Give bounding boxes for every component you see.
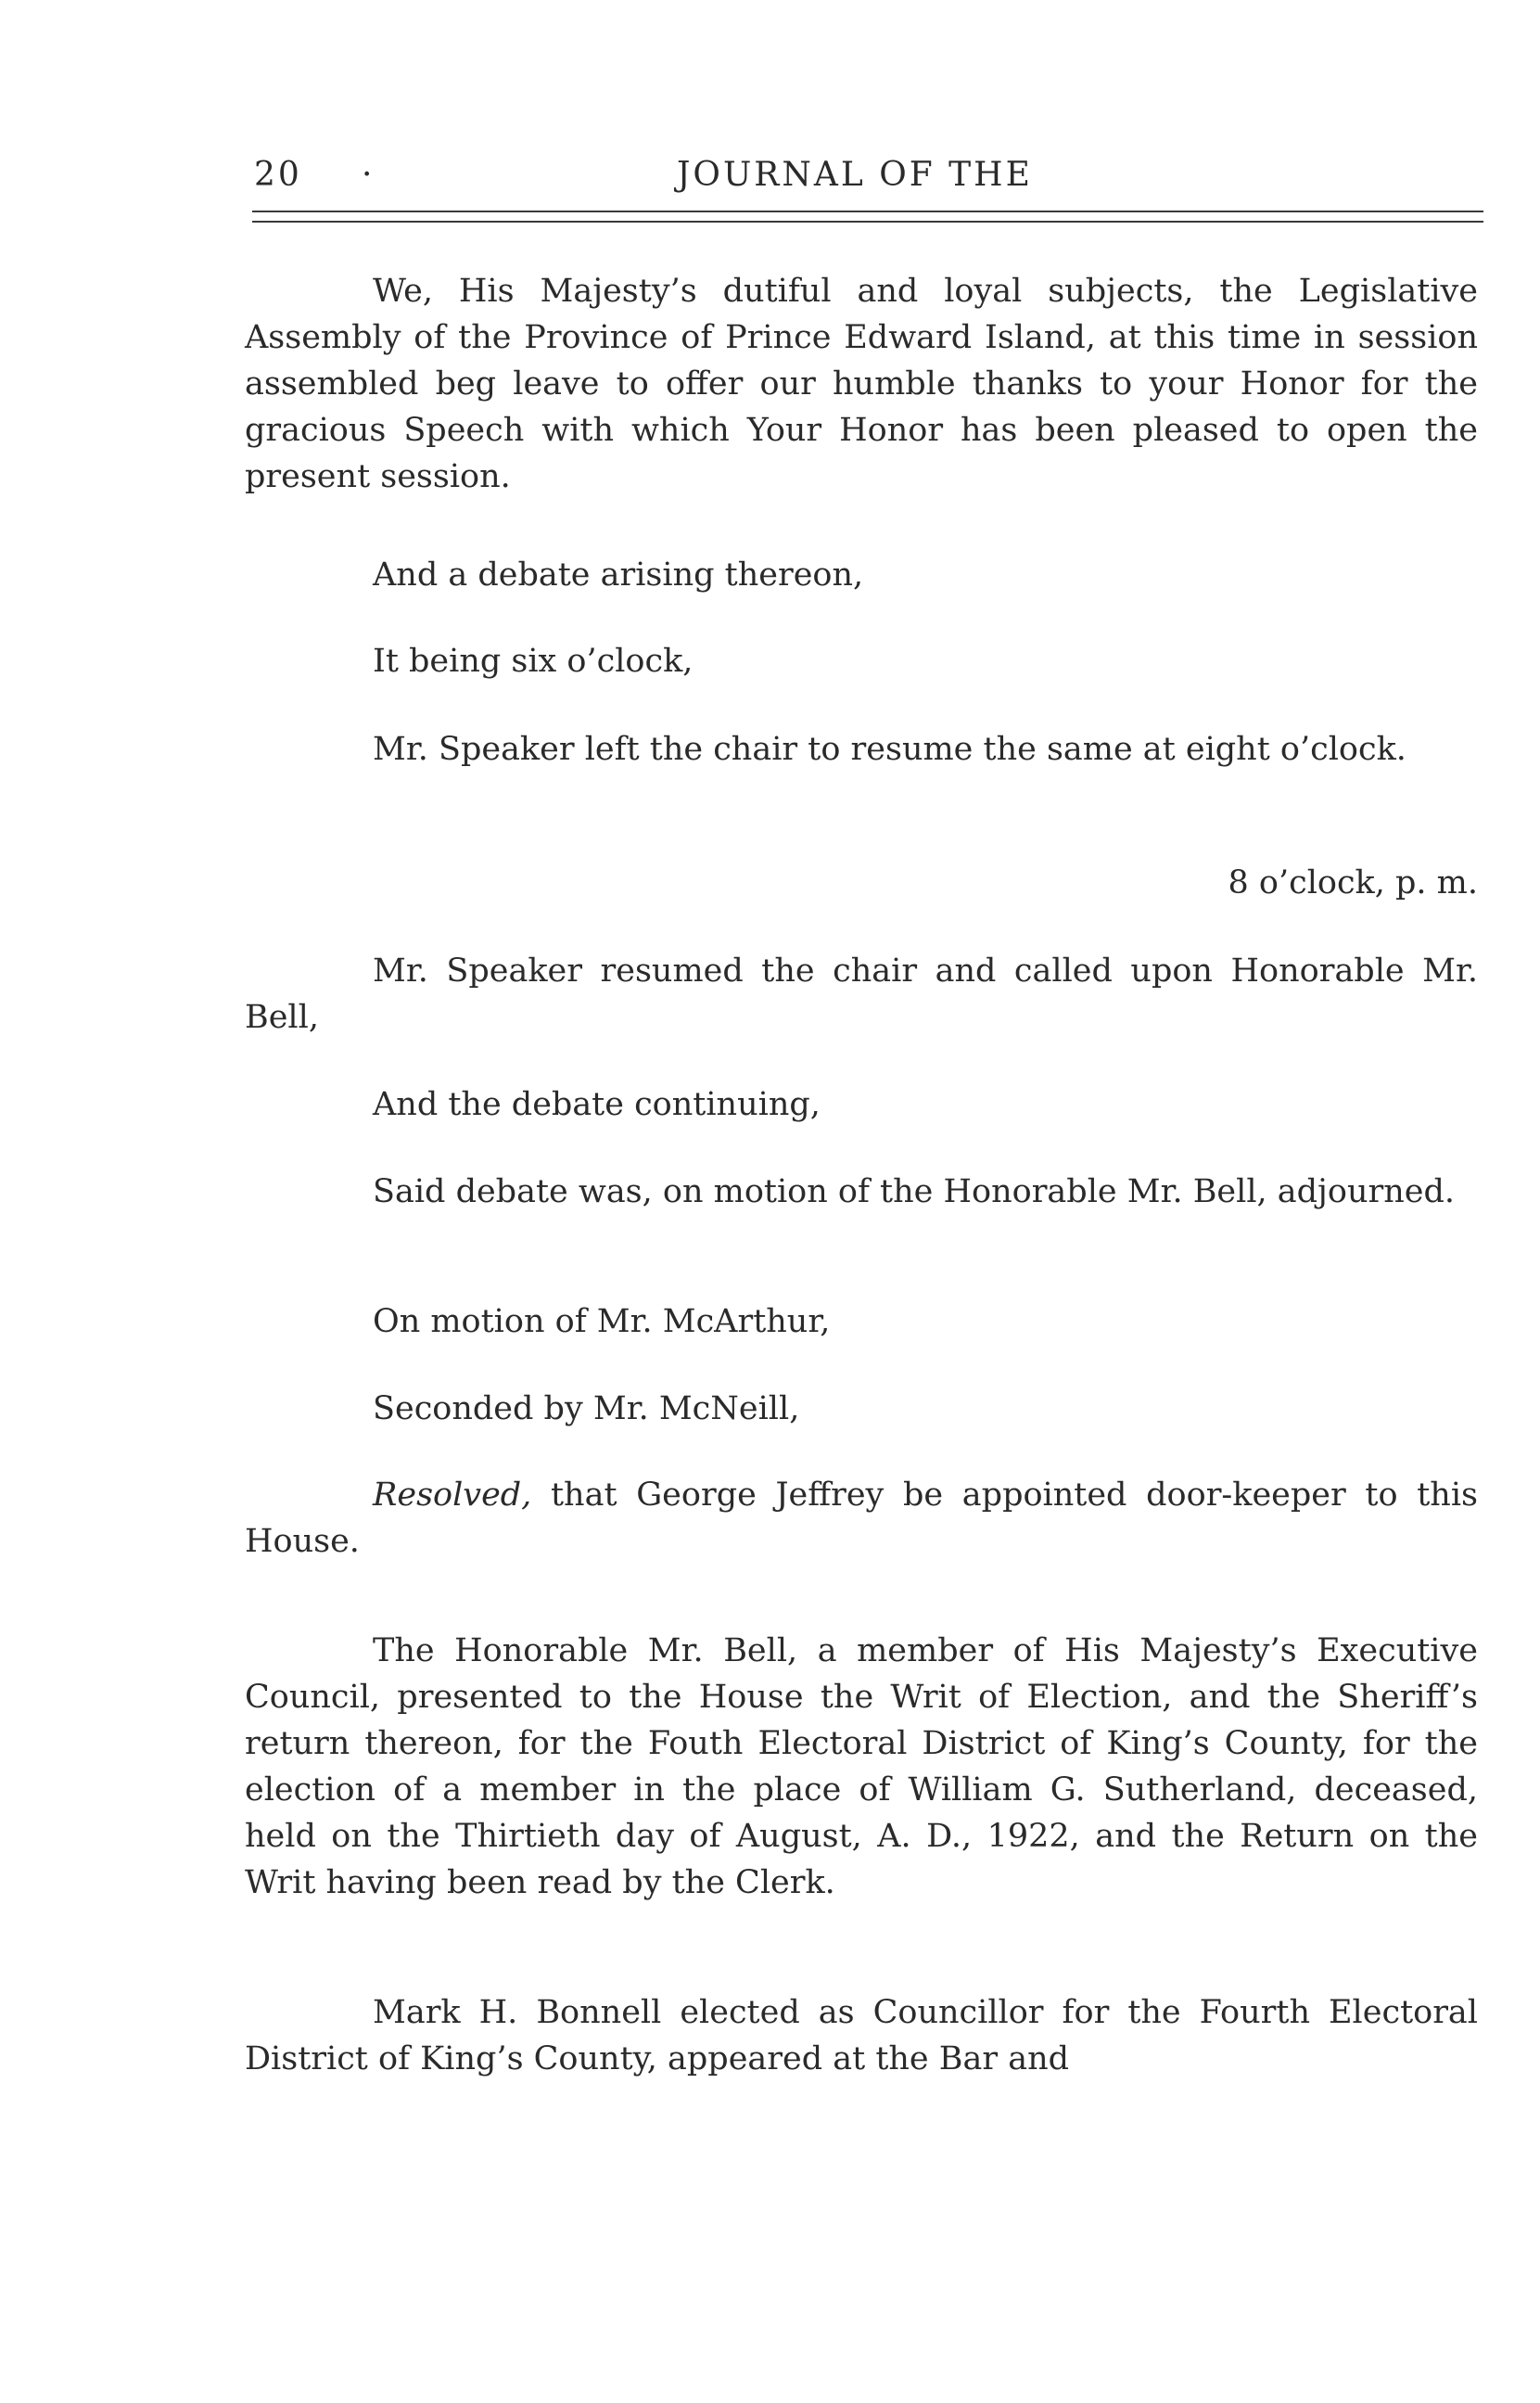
paragraph-speaker-left-chair: Mr. Speaker left the chair to resume the same at eight o’clock.: [373, 731, 1406, 768]
resolved-italic: Resolved,: [373, 1476, 532, 1514]
header-rule-bottom: [252, 221, 1483, 223]
header-rule-top: [252, 211, 1483, 212]
paragraph-motion-mcarthur: On motion of Mr. McArthur,: [373, 1303, 831, 1340]
paragraph-six-oclock: It being six o’clock,: [373, 643, 694, 680]
paragraph-debate-adjourned: Said debate was, on motion of the Honorable Mr. Bell, adjourned.: [373, 1173, 1456, 1210]
paragraph-bonnell-elected: Mark H. Bonnell elected as Councillor for the Fourth Electoral District of King’s County, appeared at the Bar and: [245, 1994, 1478, 2077]
paragraph-time-heading: 8 o’clock, p. m.: [1228, 864, 1478, 901]
paragraph-writ-of-election: The Honorable Mr. Bell, a member of His Majesty’s Executive Council, presented to the House the Writ of Election, and the Sheriff’s return thereon, for the Fouth Electoral District of King’s County, for the election of a member in the place of William G. Sutherland, deceased, held on the Thirtieth day of August, A. D., 1922, and the Return on the Writ having been read by the Clerk.: [245, 1632, 1478, 1901]
paragraph-speaker-resumed: Mr. Speaker resumed the chair and called upon Honorable Mr. Bell,: [245, 952, 1478, 1036]
page-header: [252, 156, 1485, 200]
resolved-text: that George Jeffrey be appointed door-keeper to this House.: [245, 1476, 1478, 1560]
paragraph-seconded-mcneill: Seconded by Mr. McNeill,: [373, 1390, 800, 1427]
header-dot: ·: [362, 156, 375, 194]
paragraph-address-of-thanks: We, His Majesty’s dutiful and loyal subjects, the Legislative Assembly of the Province of Prince Edward Island, at this time in session assembled beg leave to offer our humble thanks to your Honor for the gracious Speech with which Your Honor has been pleased to open the present session.: [245, 273, 1478, 495]
running-title: JOURNAL OF THE: [677, 156, 1033, 194]
paragraph-resolved-doorkeeper: [245, 1472, 1478, 1565]
paragraph-debate-continuing: And the debate continuing,: [373, 1086, 821, 1123]
paragraph-debate-arising: And a debate arising thereon,: [373, 556, 864, 594]
page-number: 20: [254, 156, 302, 194]
